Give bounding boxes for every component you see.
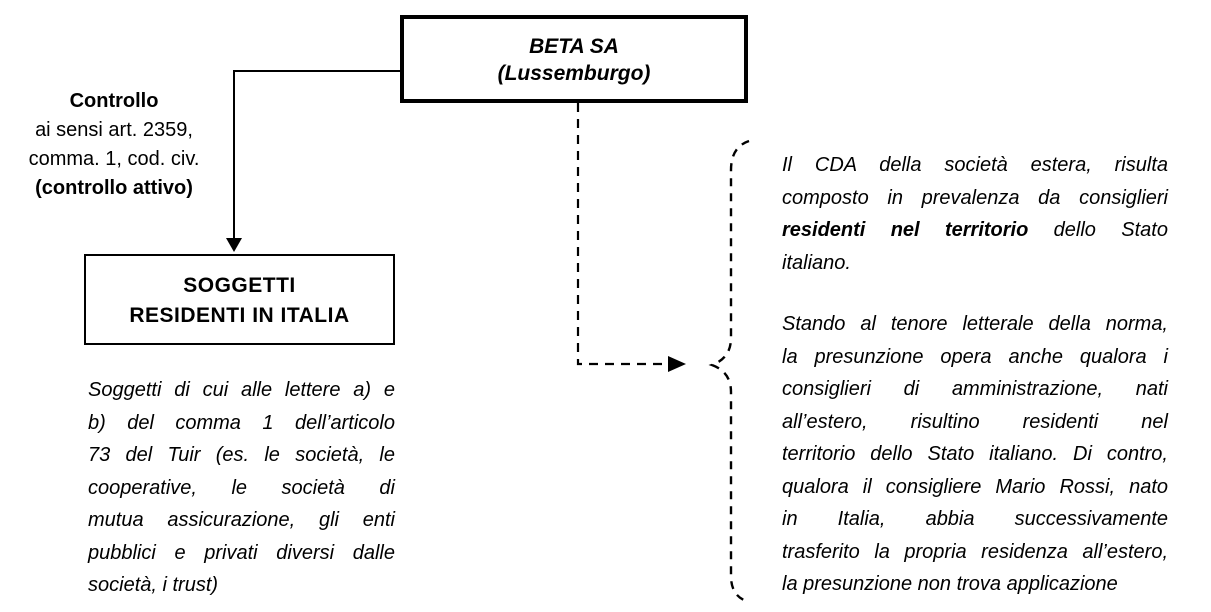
- right-note-bold-fragment: residenti nel territorio: [782, 219, 1029, 241]
- right-note-line: in Italia, abbia successivamente: [782, 508, 1168, 530]
- dashed-connector-arrow: [578, 103, 686, 372]
- right-note: [782, 149, 1168, 601]
- right-note-line: qualora il consigliere Mario Rossi, nato: [782, 475, 1168, 498]
- soggetti-line2: RESIDENTI IN ITALIA: [129, 304, 350, 327]
- left-note-line: pubblici e privati diversi dalle: [88, 541, 395, 564]
- beta-sa-box: [400, 15, 748, 103]
- soggetti-line1: SOGGETTI: [183, 274, 296, 297]
- right-note-fragment: dello Stato: [1053, 219, 1168, 241]
- right-note-line: consiglieri di amministrazione, nati: [782, 378, 1168, 400]
- right-note-line: la presunzione non trova applicazione: [782, 573, 1118, 595]
- right-note-line: Il CDA della società estera, risulta: [782, 154, 1168, 176]
- curly-brace: [712, 141, 749, 602]
- control-arrow: [226, 71, 400, 252]
- right-note-paragraph-1: [782, 149, 1168, 279]
- left-note: [88, 374, 395, 602]
- left-note-line: mutua assicurazione, gli enti: [88, 509, 395, 531]
- right-note-line: composto in prevalenza da consiglieri: [782, 186, 1168, 209]
- left-note-line: 73 del Tuir (es. le società, le: [88, 444, 395, 466]
- soggetti-box: [84, 254, 395, 345]
- right-note-line: territorio dello Stato italiano. Di contro,: [782, 443, 1168, 465]
- right-note-line: italiano.: [782, 251, 851, 274]
- control-label-type: (controllo attivo): [35, 177, 193, 199]
- right-note-line: trasferito la propria residenza all’estero,: [782, 540, 1168, 563]
- right-note-line: all’estero, risultino residenti nel: [782, 410, 1168, 433]
- beta-sa-name: BETA SA: [529, 35, 619, 58]
- right-note-line: Stando al tenore letterale della norma,: [782, 313, 1168, 335]
- control-label-ref2: comma. 1, cod. civ.: [28, 148, 200, 170]
- left-note-line: Soggetti di cui alle lettere a) e: [88, 379, 395, 401]
- left-note-line: b) del comma 1 dell’articolo: [88, 411, 395, 434]
- left-note-line: cooperative, le società di: [88, 476, 395, 499]
- right-note-line: la presunzione opera anche qualora i: [782, 345, 1168, 368]
- beta-sa-country: (Lussemburgo): [497, 62, 651, 85]
- control-label: [0, 87, 228, 203]
- right-note-paragraph-2: [782, 308, 1168, 601]
- left-note-line: società, i trust): [88, 574, 219, 596]
- control-label-title: Controllo: [69, 90, 159, 112]
- right-note-line: [782, 214, 1168, 247]
- control-label-ref1: ai sensi art. 2359,: [35, 119, 193, 141]
